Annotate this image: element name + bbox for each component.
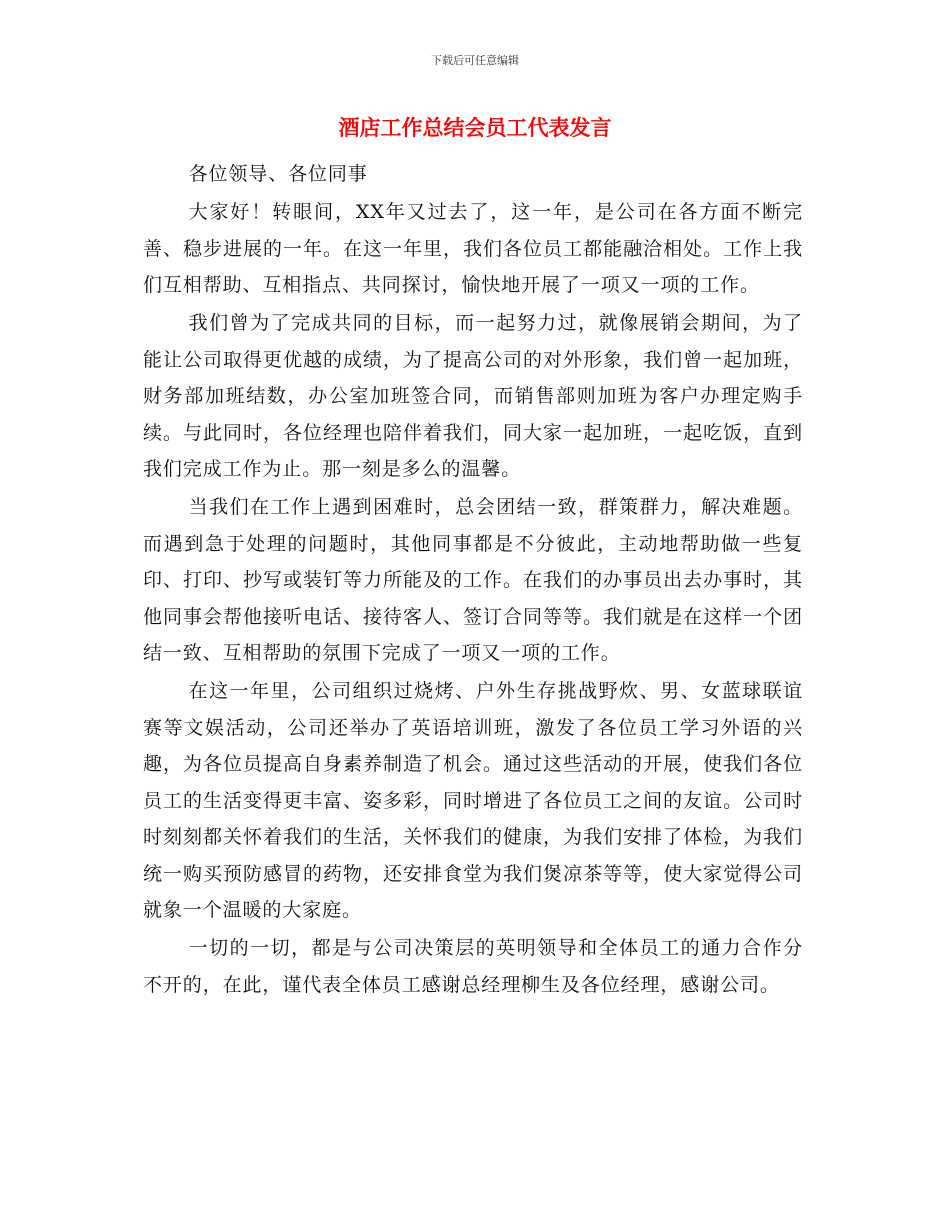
body-paragraph: 一切的一切，都是与公司决策层的英明领导和全体员工的通力合作分不开的，在此，谨代表全体员工感谢总经理柳生及各位经理，感谢公司。: [143, 937, 803, 996]
body-paragraph: 大家好！转眼间，XX年又过去了，这一年，是公司在各方面不断完善、稳步进展的一年。在这一年里，我们各位员工都能融洽相处。工作上我们互相帮助、互相指点、共同探讨，愉快地开展了一项又一项的工作。: [143, 201, 803, 296]
header-note: 下载后可任意编辑: [431, 54, 519, 67]
salutation-paragraph: 各位领导、各位同事: [188, 163, 368, 185]
body-paragraph: 我们曾为了完成共同的目标，而一起努力过，就像展销会期间，为了能让公司取得更优越的成绩，为了提高公司的对外形象，我们曾一起加班，财务部加班结数，办公室加班签合同，而销售部则加班为客户办理定购手续。与此同时，各位经理也陪伴着我们，同大家一起加班，一起吃饭，直到我们完成工作为止。那一刻是多么的温馨。: [143, 312, 803, 480]
body-paragraph: 当我们在工作上遇到困难时，总会团结一致，群策群力，解决难题。而遇到急于处理的问题时，其他同事都是不分彼此，主动地帮助做一些复印、打印、抄写或装钉等力所能及的工作。在我们的办事员出去办事时，其他同事会帮他接听电话、接待客人、签订合同等等。我们就是在这样一个团结一致、互相帮助的氛围下完成了一项又一项的工作。: [143, 496, 803, 664]
body-paragraph: 在这一年里，公司组织过烧烤、户外生存挑战野炊、男、女蓝球联谊赛等文娱活动，公司还举办了英语培训班，激发了各位员工学习外语的兴趣，为各位员提高自身素养制造了机会。通过这些活动的开展，使我们各位员工的生活变得更丰富、姿多彩，同时增进了各位员工之间的友谊。公司时时刻刻都关怀着我们的生活，关怀我们的健康，为我们安排了体检，为我们统一购买预防感冒的药物，还安排食堂为我们煲凉茶等等，使大家觉得公司就象一个温暖的大家庭。: [143, 680, 803, 921]
document-title: 酒店工作总结会员工代表发言: [338, 115, 612, 140]
document-body: [143, 156, 803, 1005]
